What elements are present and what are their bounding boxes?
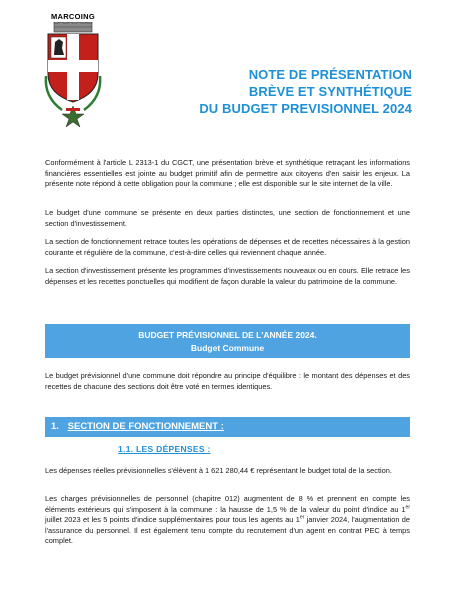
- section-number: 1.: [51, 421, 59, 432]
- intro-paragraph-3: La section de fonctionnement retrace toutes les opérations de dépenses et de recettes nécessaires à la gestion courante et régulière de la commune, c'est-à-dire celles qui reviennent chaque année.: [45, 237, 410, 257]
- expenses-text-part-2: juillet 2023 et les 5 points d'indice supplémentaires pour tous les agents au 1: [45, 515, 300, 525]
- ordinal-superscript-1: er: [405, 504, 410, 511]
- budget-banner: [45, 324, 410, 358]
- subsection-heading-depenses: 1.1. LES DÉPENSES :: [118, 444, 211, 454]
- title-line-1: NOTE DE PRÉSENTATION: [248, 67, 412, 82]
- section-label: SECTION DE FONCTIONNEMENT :: [67, 421, 224, 432]
- section-heading-fonctionnement: [45, 417, 410, 437]
- title-line-3: DU BUDGET PREVISIONNEL 2024: [199, 101, 412, 116]
- intro-paragraph-1: Conformément à l'article L 2313-1 du CGCT, une présentation brève et synthétique retraçant les informations financières essentielles est jointe au budget primitif afin de permettre aux citoyens d'en saisir les enjeux. La présente note répond à cette obligation pour la commune ; elle est disponible sur le site internet de la ville.: [45, 158, 410, 189]
- town-coat-of-arms: [42, 12, 104, 134]
- expenses-text-part-1: Les charges prévisionnelles de personnel (chapitre 012) augmentent de 8 % et prennent en compte les éléments extérieurs qui s'imposent à la commune : la hausse de 1,5 % de la valeur du point d'indice au 1: [45, 494, 410, 514]
- ordinal-superscript-2: er: [299, 514, 305, 521]
- town-name: MARCOING: [50, 12, 96, 21]
- banner-title: BUDGET PRÉVISIONNEL DE L'ANNÉE 2024.: [138, 330, 317, 340]
- equilibrium-paragraph: Le budget prévisionnel d'une commune doit répondre au principe d'équilibre : le montant des dépenses et des recettes de chacune des sections doit être voté en termes identiques.: [45, 371, 410, 391]
- expenses-paragraph-1: Les dépenses réelles prévisionnelles s'élèvent à 1 621 280,44 € représentant le budget total de la section.: [45, 466, 392, 475]
- expenses-text-part-3: janvier 2024, l'augmentation de l'assurance du personnel. Il est également tenu compte du recrutement d'un agent en contrat PEC à temps complet.: [45, 515, 410, 546]
- banner-subtitle: Budget Commune: [190, 343, 265, 353]
- title-line-2: BRÈVE ET SYNTHÉTIQUE: [248, 84, 412, 99]
- intro-paragraph-4: La section d'investissement présente les programmes d'investissements nouveaux ou en cours. Elle retrace les dépenses et les recettes ponctuelles qui modifient de façon durable la valeur du patrimoine de la commune.: [45, 266, 410, 286]
- document-title: [199, 66, 412, 117]
- shield-emblem-icon: [42, 22, 104, 134]
- expenses-paragraph-2: [45, 494, 410, 547]
- intro-paragraph-2: Le budget d'une commune se présente en deux parties distinctes, une section de fonctionnement et une section d'investissement.: [45, 208, 410, 228]
